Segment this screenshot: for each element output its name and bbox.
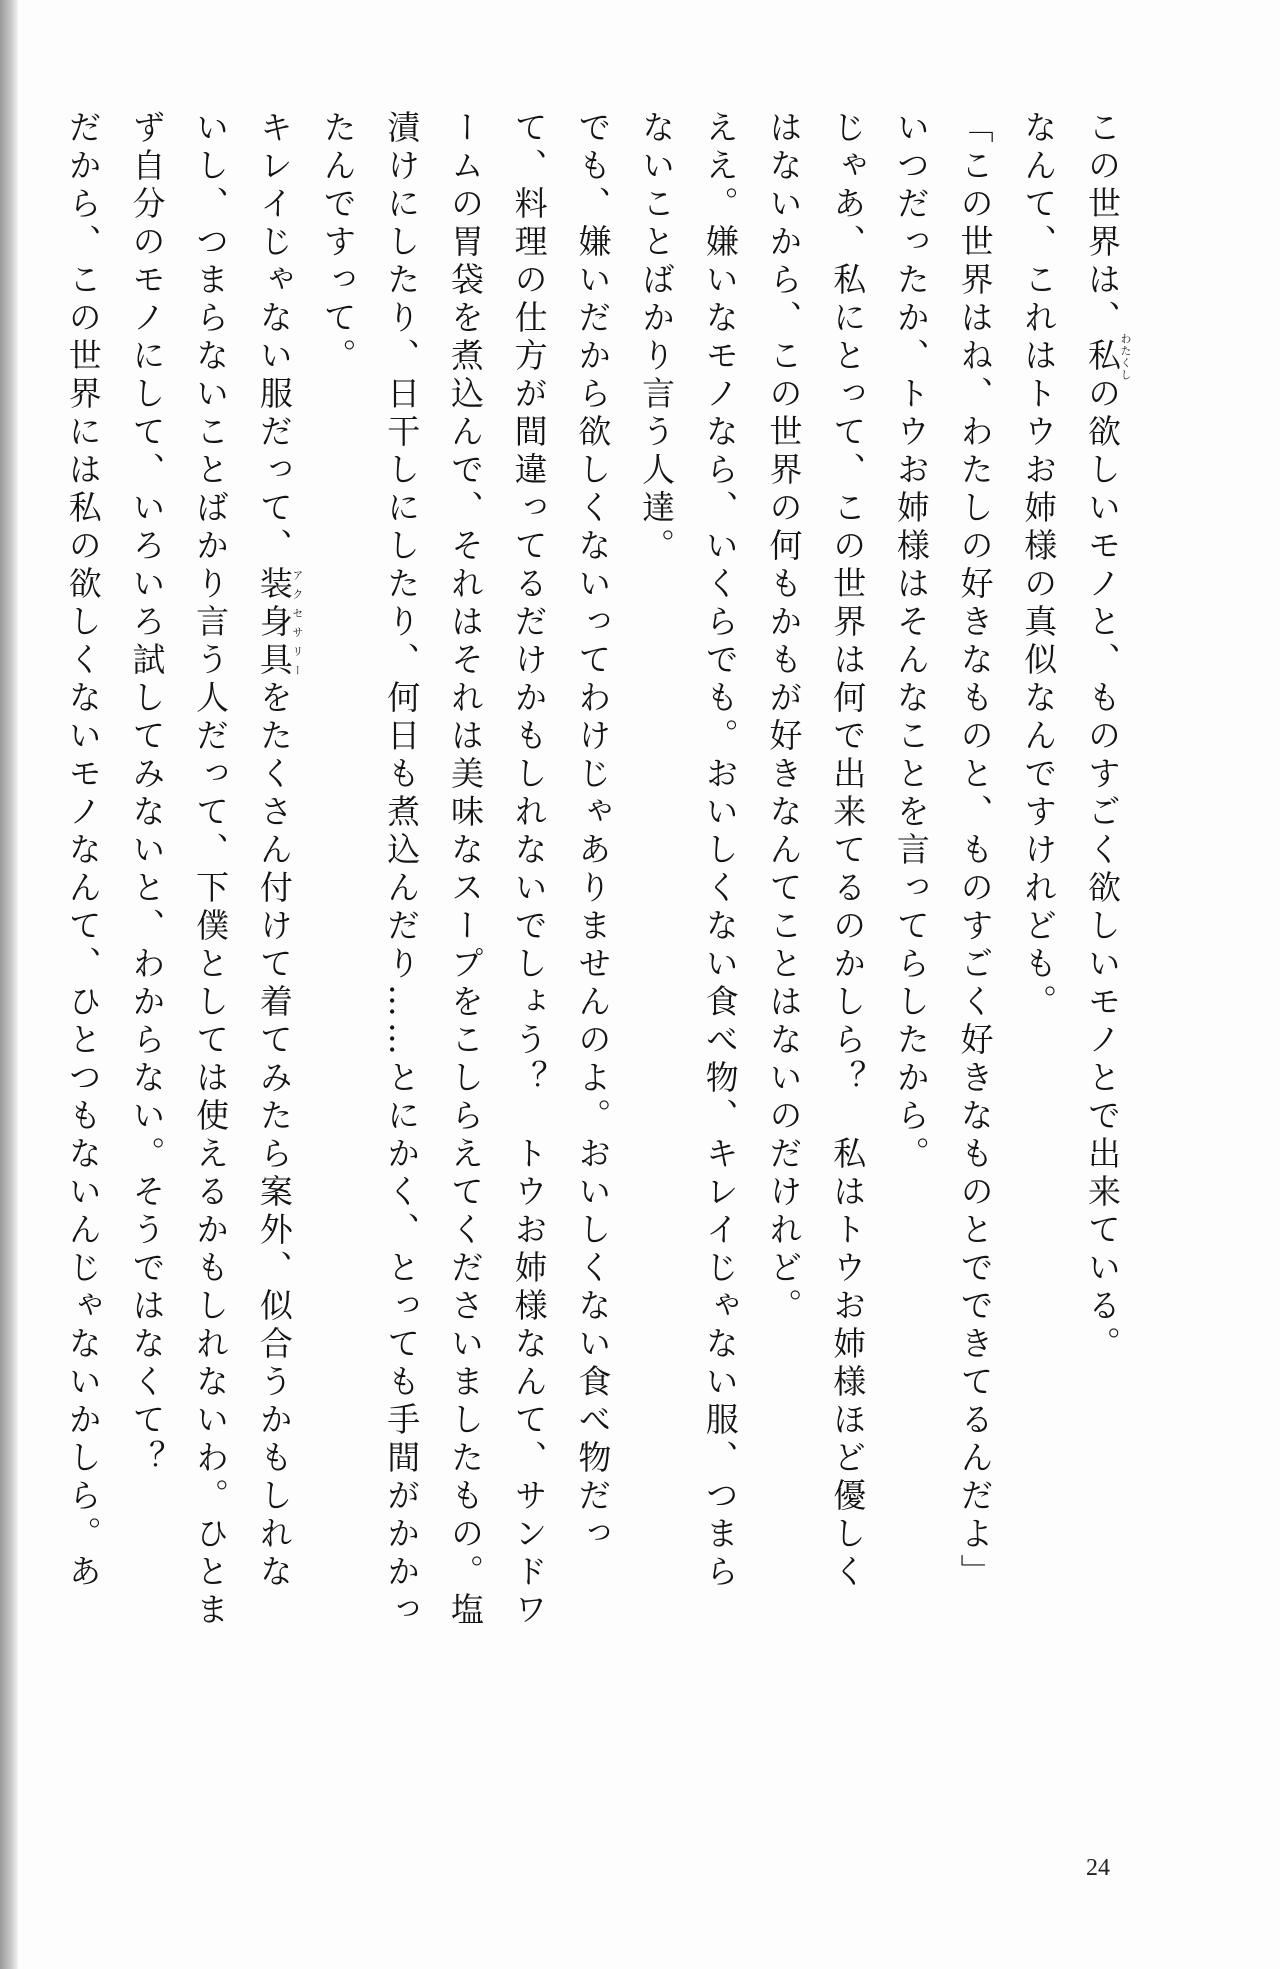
ruby-annotated-word bbox=[1083, 333, 1132, 381]
body-text bbox=[51, 110, 1134, 1630]
text-line: はないから、この世界の何もかもが好きなんてことはないのだけれど。 bbox=[764, 110, 804, 1326]
text-line: だから、この世界には私の欲しくないモノなんて、ひとつもないんじゃないかしら。あ bbox=[63, 110, 103, 1592]
text-line: いし、つまらないことばかり言う人だって、下僕としては使えるかもしれないわ。ひとま bbox=[191, 110, 231, 1630]
text-line: て、料理の仕方が間違ってるだけかもしれないでしょう？ トウお姉様なんて、サンドワ bbox=[509, 110, 549, 1630]
ruby-base: 私 bbox=[1083, 333, 1122, 381]
text-line bbox=[242, 110, 306, 1610]
text-line: じゃあ、私にとって、この世界は何で出来てるのかしら？ 私はトウお姉様ほど優しく bbox=[828, 110, 868, 1592]
page-number: 24 bbox=[1086, 1855, 1110, 1881]
text-segment: をたくさん付けて着てみたら案外、似合うかもしれな bbox=[254, 680, 294, 1592]
text-line: でも、嫌いだから欲しくないってわけじゃありませんのよ。おいしくない食べ物だっ bbox=[573, 110, 613, 1554]
text-line: なんて、これはトウお姉様の真似なんですけれども。 bbox=[1019, 110, 1059, 1022]
page-gutter-shadow bbox=[0, 0, 18, 1969]
text-line: ず自分のモノにして、いろいろ試してみないと、わからない。そうではなくて？ bbox=[127, 110, 167, 1478]
text-line: 漬けにしたり、日干しにしたり、何日も煮込んだり……とにかく、とっても手間がかかっ bbox=[382, 110, 422, 1630]
text-line: たんですって。 bbox=[318, 110, 358, 376]
text-segment: キレイじゃない服だって、 bbox=[254, 110, 294, 566]
text-line: ないことばかり言う人達。 bbox=[637, 110, 677, 566]
text-line: いつだったか、トウお姉様はそんなことを言ってらしたから。 bbox=[891, 110, 931, 1174]
ruby-annotated-word bbox=[254, 566, 304, 680]
ruby-reading: アクセサリー bbox=[290, 566, 304, 680]
text-segment: の欲しいモノと、ものすごく欲しいモノとで出来ている。 bbox=[1083, 376, 1122, 1364]
text-line: 「この世界はね、わたしの好きなものと、ものすごく好きなものとでできてるんだよ」 bbox=[955, 110, 995, 1592]
text-line: ームの胃袋を煮込んで、それはそれは美味なスープをこしらえてくださいましたもの。塩 bbox=[445, 110, 485, 1630]
text-segment: この世界は、 bbox=[1083, 110, 1122, 338]
ruby-base: 装身具 bbox=[254, 566, 294, 680]
text-line: ええ。嫌いなモノなら、いくらでも。おいしくない食べ物、キレイじゃない服、つまら bbox=[700, 110, 740, 1592]
text-line bbox=[1070, 110, 1134, 1610]
ruby-reading: わたくし bbox=[1119, 333, 1132, 381]
